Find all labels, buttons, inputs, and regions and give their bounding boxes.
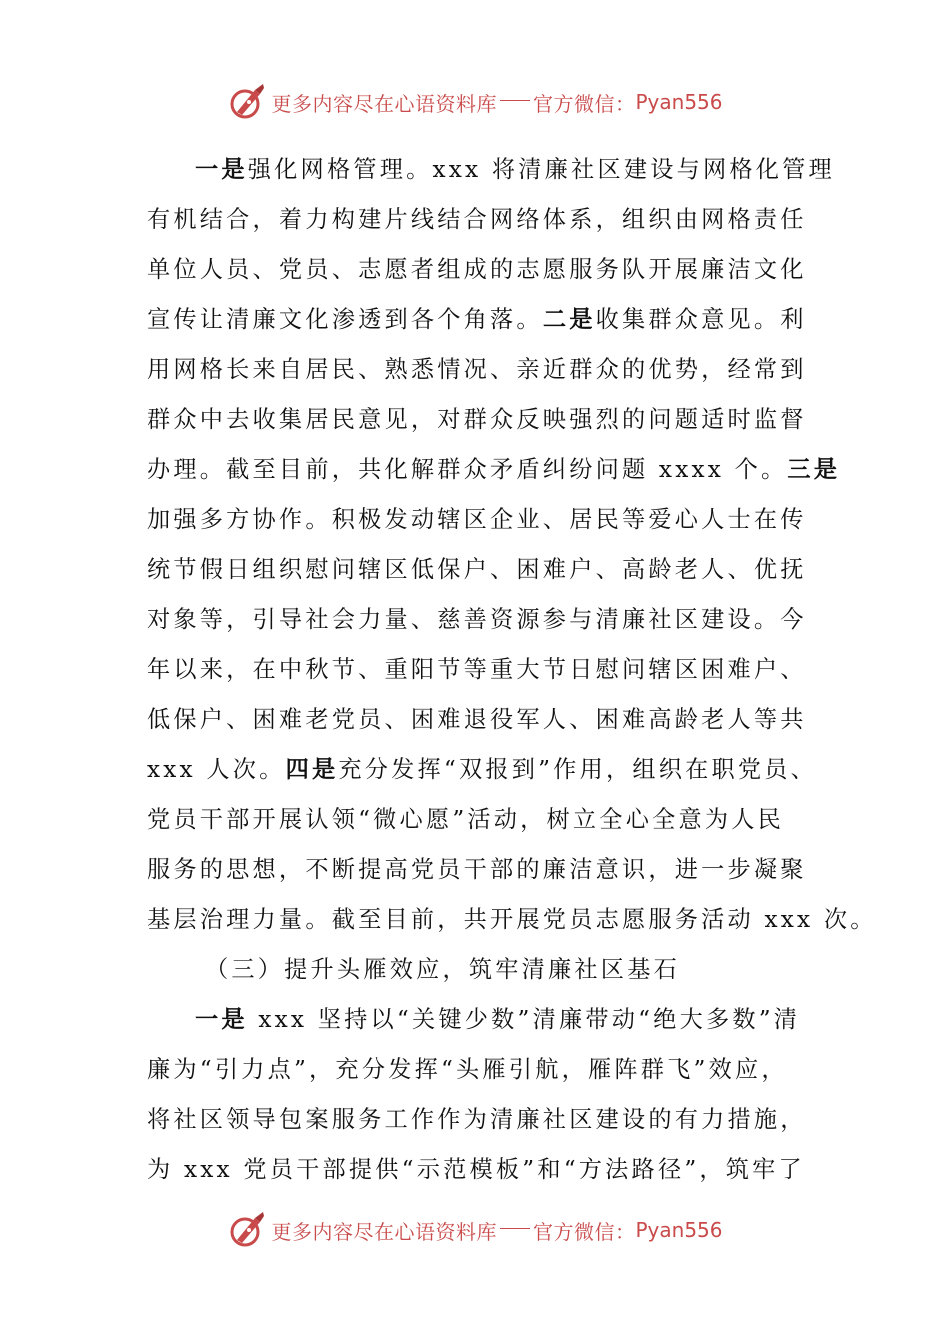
paragraph-line (147, 902, 877, 938)
line-text: 为 xxx 党员干部提供“示范模板”和“方法路径”，筑牢了 (147, 1156, 805, 1183)
line-text: 基层治理力量。截至目前，共开展党员志愿服务活动 xxx 次。 (147, 906, 877, 933)
paragraph-line (147, 402, 807, 438)
bold-lead: 一是 (195, 1006, 248, 1033)
line-text: 对象等，引导社会力量、慈善资源参与清廉社区建设。今 (147, 606, 807, 633)
bold-lead: 二是 (542, 306, 596, 333)
pen-nib-logo-icon (227, 1210, 267, 1250)
paragraph-line (147, 252, 807, 288)
line-text: 用网格长来自居民、熟悉情况、亲近群众的优势，经常到 (147, 356, 807, 383)
banner-dash (500, 1228, 530, 1229)
line-text: 年以来，在中秋节、重阳节等重大节日慰问辖区困难户、 (147, 656, 807, 683)
paragraph-line (147, 652, 807, 688)
line-text: 将社区领导包案服务工作作为清廉社区建设的有力措施， (147, 1106, 807, 1133)
paragraph-line (147, 1102, 807, 1138)
footer-watermark-banner (0, 1208, 950, 1252)
line-text: xxx 人次。 (147, 756, 286, 783)
paragraph-line (147, 552, 807, 588)
bold-lead: 一是 (195, 156, 248, 183)
paragraph-line (147, 852, 807, 888)
banner-secondary-text: 官方微信： (532, 91, 636, 116)
paragraph-line (147, 1052, 788, 1088)
line-text: 单位人员、党员、志愿者组成的志愿服务队开展廉洁文化 (147, 256, 807, 283)
paragraph-line (147, 352, 807, 388)
line-text: 宣传让清廉文化渗透到各个角落。 (147, 306, 543, 333)
paragraph-line (147, 602, 807, 638)
section-heading (205, 952, 680, 988)
line-text: 服务的思想，不断提高党员干部的廉洁意识，进一步凝聚 (147, 856, 807, 883)
bold-lead: 四是 (285, 756, 339, 783)
paragraph-line (147, 202, 807, 238)
line-text: 有机结合，着力构建片线结合网络体系，组织由网格责任 (147, 206, 807, 233)
line-text: 群众中去收集居民意见，对群众反映强烈的问题适时监督 (147, 406, 807, 433)
line-text: 强化网格管理。xxx 将清廉社区建设与网格化管理 (247, 156, 835, 183)
line-text: 低保户、困难老党员、困难退役军人、困难高龄老人等共 (147, 706, 807, 733)
paragraph-line (147, 702, 807, 738)
line-text: 廉为“引力点”，充分发挥“头雁引航，雁阵群飞”效应， (147, 1056, 788, 1083)
line-text: 统节假日组织慰问辖区低保户、困难户、高龄老人、优抚 (147, 556, 807, 583)
line-text: 办理。截至目前，共化解群众矛盾纠纷问题 xxxx 个。 (147, 456, 788, 483)
banner-handle: Pyan556 (635, 1218, 723, 1242)
line-text: 加强多方协作。积极发动辖区企业、居民等爱心人士在传 (147, 506, 807, 533)
paragraph-line (147, 752, 817, 788)
line-text: 收集群众意见。利 (595, 306, 807, 333)
bold-lead: 三是 (787, 456, 841, 483)
paragraph-line (195, 1002, 800, 1038)
line-text: （三）提升头雁效应，筑牢清廉社区基石 (205, 956, 680, 983)
banner-handle: Pyan556 (635, 90, 723, 114)
paragraph-line (147, 502, 807, 538)
paragraph-line (147, 452, 840, 488)
paragraph-line (147, 802, 784, 838)
line-text: 党员干部开展认领“微心愿”活动，树立全心全意为人民 (147, 806, 785, 833)
banner-main-text: 更多内容尽在心语资料库 (271, 1219, 497, 1244)
banner-secondary-text: 官方微信： (532, 1219, 636, 1244)
banner-main-text: 更多内容尽在心语资料库 (271, 91, 497, 116)
paragraph-line (195, 152, 835, 188)
paragraph-line (147, 302, 807, 338)
paragraph-line (147, 1152, 805, 1188)
line-text: xxx 坚持以“关键少数”清廉带动“绝大多数”清 (247, 1006, 801, 1033)
line-text: 充分发挥“双报到”作用，组织在职党员、 (338, 756, 818, 783)
